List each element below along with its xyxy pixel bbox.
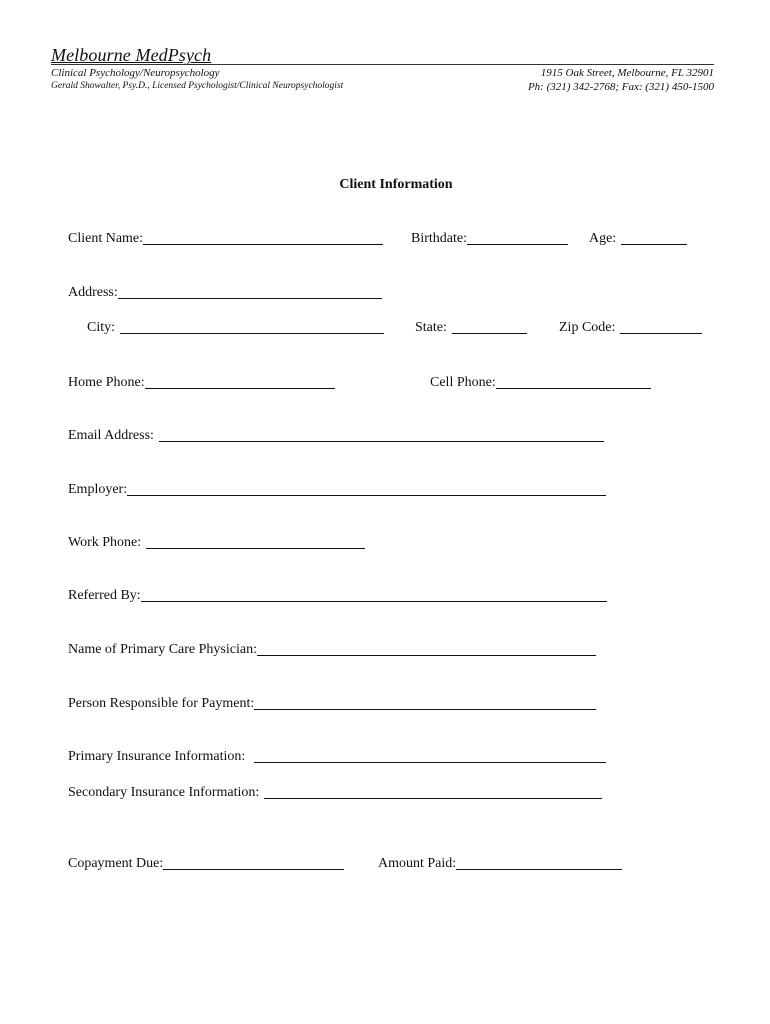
practice-specialty: Clinical Psychology/Neuropsychology	[51, 67, 220, 79]
amount-paid-label: Amount Paid:	[378, 856, 457, 871]
employer-input-line[interactable]	[127, 495, 606, 496]
address-input-line[interactable]	[118, 298, 382, 299]
home-phone-input-line[interactable]	[145, 388, 335, 389]
client-name-label: Client Name:	[68, 231, 144, 246]
home-phone-field	[68, 375, 335, 391]
secondary-insurance-input-line[interactable]	[264, 798, 602, 799]
form-title: Client Information	[339, 177, 453, 192]
cell-phone-input-line[interactable]	[496, 388, 651, 389]
home-phone-label: Home Phone:	[68, 375, 145, 390]
secondary-insurance-label: Secondary Insurance Information:	[68, 785, 260, 800]
practice-name: Melbourne MedPsych	[51, 45, 212, 65]
state-input-line[interactable]	[452, 333, 527, 334]
responsible-party-input-line[interactable]	[254, 709, 596, 710]
work-phone-field	[68, 535, 365, 551]
pcp-label: Name of Primary Care Physician:	[68, 642, 257, 657]
employer-field	[68, 482, 606, 498]
copayment-field	[68, 856, 344, 872]
cell-phone-field	[430, 375, 651, 391]
referred-by-field	[68, 588, 607, 604]
age-input-line[interactable]	[621, 244, 687, 245]
primary-insurance-input-line[interactable]	[254, 762, 606, 763]
zip-field	[559, 320, 702, 336]
email-input-line[interactable]	[159, 441, 604, 442]
age-field	[589, 231, 687, 247]
client-name-input-line[interactable]	[143, 244, 383, 245]
practice-contact: Ph: (321) 342-2768; Fax: (321) 450-1500	[527, 81, 714, 93]
birthdate-label: Birthdate:	[411, 231, 467, 246]
work-phone-label: Work Phone:	[68, 535, 142, 550]
city-label: City:	[87, 320, 116, 335]
responsible-party-label: Person Responsible for Payment:	[68, 696, 255, 711]
birthdate-field	[411, 231, 568, 247]
state-field	[415, 320, 527, 336]
work-phone-input-line[interactable]	[146, 548, 365, 549]
referred-by-label: Referred By:	[68, 588, 141, 603]
pcp-field	[68, 642, 596, 658]
city-input-line[interactable]	[120, 333, 384, 334]
age-label: Age:	[589, 231, 617, 246]
email-label: Email Address:	[68, 428, 154, 443]
zip-label: Zip Code:	[559, 320, 616, 335]
birthdate-input-line[interactable]	[467, 244, 568, 245]
referred-by-input-line[interactable]	[141, 601, 607, 602]
city-field	[87, 320, 384, 336]
address-field	[68, 285, 382, 301]
letterhead-divider	[51, 64, 714, 65]
copayment-input-line[interactable]	[163, 869, 344, 870]
responsible-party-field	[68, 696, 596, 712]
amount-paid-field	[378, 856, 622, 872]
address-label: Address:	[68, 285, 118, 300]
zip-input-line[interactable]	[620, 333, 702, 334]
copayment-label: Copayment Due:	[68, 856, 164, 871]
employer-label: Employer:	[68, 482, 128, 497]
primary-insurance-field	[68, 749, 606, 765]
amount-paid-input-line[interactable]	[456, 869, 622, 870]
client-name-field	[68, 231, 383, 247]
secondary-insurance-field	[68, 785, 602, 801]
state-label: State:	[415, 320, 447, 335]
cell-phone-label: Cell Phone:	[430, 375, 496, 390]
email-field	[68, 428, 604, 444]
provider-name: Gerald Showalter, Psy.D., Licensed Psychologist/Clinical Neuropsychologist	[51, 81, 344, 91]
pcp-input-line[interactable]	[257, 655, 596, 656]
practice-address: 1915 Oak Street, Melbourne, FL 32901	[540, 67, 714, 79]
primary-insurance-label: Primary Insurance Information:	[68, 749, 246, 764]
